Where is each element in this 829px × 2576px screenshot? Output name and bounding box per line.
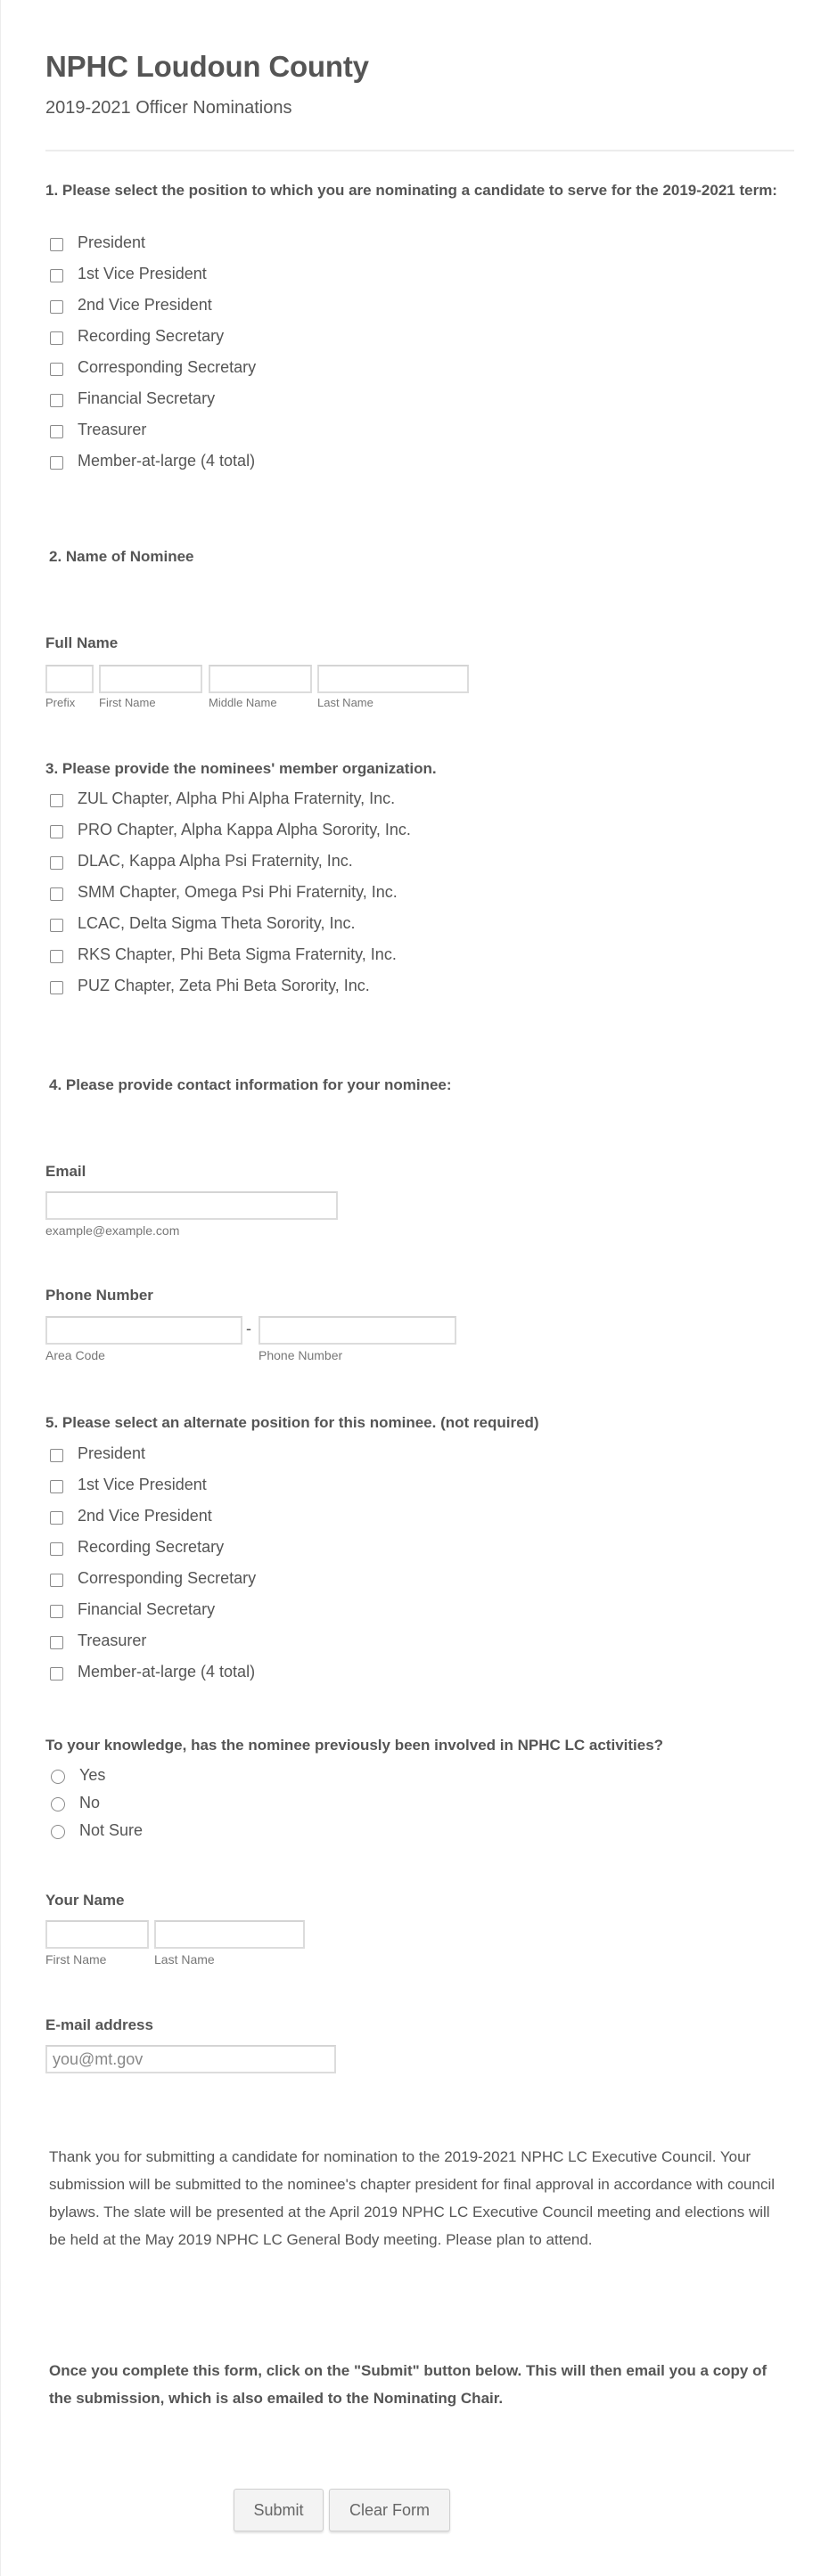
q3-option-zul-alpha-phi-alpha[interactable]: ZUL Chapter, Alpha Phi Alpha Fraternity, Inc. [50, 788, 395, 809]
checkbox[interactable] [50, 981, 63, 994]
q1-option-recording-secretary[interactable]: Recording Secretary [50, 325, 224, 347]
q3-option-dlac-kappa-alpha-psi[interactable]: DLAC, Kappa Alpha Psi Fraternity, Inc. [50, 850, 353, 871]
q5-option-corresponding-secretary[interactable]: Corresponding Secretary [50, 1567, 256, 1589]
submit-button[interactable]: Submit [234, 2489, 324, 2531]
checkbox[interactable] [50, 238, 63, 251]
your-name-label: Your Name [45, 1892, 125, 1909]
q3-option-pro-alpha-kappa-alpha[interactable]: PRO Chapter, Alpha Kappa Alpha Sorority, Inc. [50, 819, 411, 840]
checkbox[interactable] [50, 1480, 63, 1493]
checkbox[interactable] [50, 425, 63, 438]
area-code-sublabel: Area Code [45, 1348, 105, 1362]
your-first-name-input[interactable] [45, 1920, 149, 1949]
q5-option-treasurer[interactable]: Treasurer [50, 1630, 146, 1651]
thank-you-message: Thank you for submitting a candidate for nomination to the 2019-2021 NPHC LC Executive Council. Your submission will be submitted to the nominee's chapter president for final approval in accordance with council bylaws. The slate will be presented at the April 2019 NPHC LC Executive Council meeting and elections will be held at the May 2019 NPHC LC General Body meeting. Please plan to attend. [49, 2148, 776, 2248]
checkbox[interactable] [50, 1636, 63, 1649]
checkbox[interactable] [50, 1542, 63, 1556]
radio-button[interactable] [51, 1797, 65, 1811]
nominee-prefix-input[interactable] [45, 665, 94, 693]
checkbox[interactable] [50, 1511, 63, 1525]
question-3-label: 3. Please provide the nominees' member organization. [45, 760, 437, 777]
checkbox[interactable] [50, 825, 63, 838]
checkbox[interactable] [50, 856, 63, 870]
header-divider [45, 150, 794, 151]
question-5-label: 5. Please select an alternate position for this nominee. (not required) [45, 1414, 539, 1431]
checkbox[interactable] [50, 269, 63, 282]
middle-name-sublabel: Middle Name [209, 696, 277, 709]
prefix-sublabel: Prefix [45, 696, 76, 709]
full-name-label: Full Name [45, 634, 119, 651]
checkbox[interactable] [50, 331, 63, 345]
checkbox[interactable] [50, 394, 63, 407]
area-code-input[interactable] [45, 1316, 242, 1345]
q1-option-treasurer[interactable]: Treasurer [50, 419, 146, 440]
checkbox[interactable] [50, 300, 63, 314]
radio-button[interactable] [51, 1770, 65, 1784]
q3-option-rks-phi-beta-sigma[interactable]: RKS Chapter, Phi Beta Sigma Fraternity, Inc. [50, 944, 397, 965]
q3-option-smm-omega-psi-phi[interactable]: SMM Chapter, Omega Psi Phi Fraternity, Inc. [50, 881, 398, 903]
phone-separator: - [246, 1320, 251, 1337]
q3-option-puz-zeta-phi-beta[interactable]: PUZ Chapter, Zeta Phi Beta Sorority, Inc. [50, 975, 370, 996]
checkbox[interactable] [50, 1574, 63, 1587]
form-title: NPHC Loudoun County [45, 50, 369, 83]
nominee-last-name-input[interactable] [317, 665, 469, 693]
your-last-name-input[interactable] [154, 1920, 305, 1949]
checkbox[interactable] [50, 1667, 63, 1681]
q5-option-member-at-large[interactable]: Member-at-large (4 total) [50, 1661, 255, 1682]
nominee-email-input[interactable] [45, 1191, 338, 1220]
question-6-label: To your knowledge, has the nominee previously been involved in NPHC LC activities? [45, 1737, 664, 1754]
your-last-name-sublabel: Last Name [154, 1952, 215, 1967]
phone-number-sublabel: Phone Number [259, 1348, 343, 1362]
q5-option-recording-secretary[interactable]: Recording Secretary [50, 1536, 224, 1558]
q1-option-president[interactable]: President [50, 232, 145, 253]
page-left-border [0, 0, 1, 2576]
radio-button[interactable] [51, 1825, 65, 1839]
checkbox[interactable] [50, 456, 63, 470]
email-sublabel: example@example.com [45, 1223, 180, 1238]
q1-option-member-at-large[interactable]: Member-at-large (4 total) [50, 450, 255, 471]
form-subtitle: 2019-2021 Officer Nominations [45, 98, 292, 118]
q6-option-no[interactable]: No [51, 1792, 100, 1813]
last-name-sublabel: Last Name [317, 696, 373, 709]
email-label: Email [45, 1163, 86, 1180]
checkbox[interactable] [50, 950, 63, 963]
checkbox[interactable] [50, 919, 63, 932]
q1-option-1st-vice-president[interactable]: 1st Vice President [50, 263, 207, 284]
nominee-first-name-input[interactable] [99, 665, 202, 693]
first-name-sublabel: First Name [99, 696, 156, 709]
q5-option-financial-secretary[interactable]: Financial Secretary [50, 1599, 215, 1620]
q5-option-president[interactable]: President [50, 1443, 145, 1464]
question-1-label: 1. Please select the position to which you are nominating a candidate to serve for the 2019-2021 term: [45, 182, 777, 199]
your-first-name-sublabel: First Name [45, 1952, 107, 1967]
question-4-label: 4. Please provide contact information for your nominee: [49, 1076, 452, 1093]
nominee-middle-name-input[interactable] [209, 665, 312, 693]
checkbox[interactable] [50, 1449, 63, 1462]
q1-option-financial-secretary[interactable]: Financial Secretary [50, 388, 215, 409]
your-email-label: E-mail address [45, 2016, 153, 2033]
submit-instructions: Once you complete this form, click on the "Submit" button below. This will then email you a copy of the submission, which is also emailed to the Nominating Chair. [49, 2362, 767, 2407]
phone-label: Phone Number [45, 1287, 153, 1304]
clear-form-button[interactable]: Clear Form [329, 2489, 450, 2531]
q6-option-not-sure[interactable]: Not Sure [51, 1820, 143, 1841]
q6-option-yes[interactable]: Yes [51, 1764, 105, 1786]
checkbox[interactable] [50, 794, 63, 807]
your-email-input[interactable] [45, 2045, 336, 2073]
q1-option-2nd-vice-president[interactable]: 2nd Vice President [50, 294, 212, 315]
q3-option-lcac-delta-sigma-theta[interactable]: LCAC, Delta Sigma Theta Sorority, Inc. [50, 912, 355, 934]
q5-option-1st-vice-president[interactable]: 1st Vice President [50, 1474, 207, 1495]
question-2-label: 2. Name of Nominee [49, 548, 194, 565]
checkbox[interactable] [50, 887, 63, 901]
q1-option-corresponding-secretary[interactable]: Corresponding Secretary [50, 356, 256, 378]
checkbox[interactable] [50, 1605, 63, 1618]
checkbox[interactable] [50, 363, 63, 376]
phone-number-input[interactable] [259, 1316, 456, 1345]
q5-option-2nd-vice-president[interactable]: 2nd Vice President [50, 1505, 212, 1526]
